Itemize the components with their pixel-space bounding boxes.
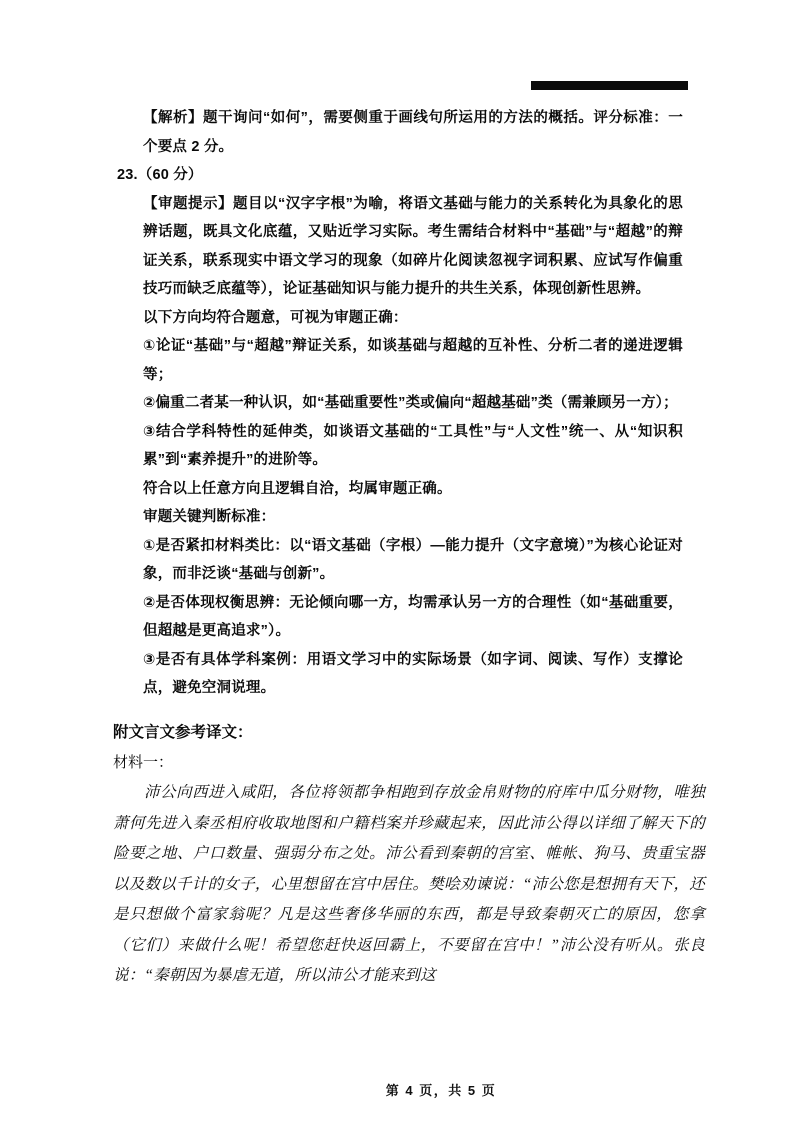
directions-conclusion: 符合以上任意方向且逻辑自洽，均属审题正确。 xyxy=(143,480,452,497)
criterion-item-2: ②是否体现权衡思辨：无论倾向哪一方，均需承认另一方的合理性（如“基础重要，但超越是更高追求”）。 xyxy=(143,594,683,639)
direction-item-1: ①论证“基础”与“超越”辩证关系，如谈基础与超越的互补性、分析二者的递进逻辑等； xyxy=(143,338,683,383)
translation-section xyxy=(113,718,705,992)
material-1-translation: 沛公向西进入咸阳，各位将领都争相跑到存放金帛财物的府库中瓜分财物，唯独萧何先进入秦丞相府收取地图和户籍档案并珍藏起来，因此沛公得以详细了解天下的险要之地、户口数量、强弱分布之处。沛公看到秦朝的宫室、帷帐、狗马、贵重宝器以及数以千计的女子，心里想留在宫中居住。樊哙劝谏说：“沛公您是想拥有天下，还是只想做个富家翁呢？凡是这些奢侈华丽的东西，都是导致秦朝灭亡的原因，您拿（它们）来做什么呢！希望您赶快返回霸上，不要留在宫中！”沛公没有听从。张良说：“秦朝因为暴虐无道，所以沛公才能来到这 xyxy=(113,784,705,984)
analysis-paragraph: 【解析】题干询问“如何”，需要侧重于画线句所运用的方法的概括。评分标准：一个要点 2 分。 xyxy=(143,110,683,155)
criterion-item-3: ③是否有具体学科案例：用语文学习中的实际场景（如字词、阅读、写作）支撑论点，避免空洞说理。 xyxy=(143,651,683,696)
redaction-bar xyxy=(531,81,688,90)
criteria-title: 审题关键判断标准： xyxy=(143,509,276,525)
criterion-item-1: ①是否紧扣材料类比：以“语文基础（字根）—能力提升（文字意境）”为核心论证对象，而非泛谈“基础与创新”。 xyxy=(143,537,683,582)
direction-item-3: ③结合学科特性的延伸类，如谈语文基础的“工具性”与“人文性”统一、从“知识积累”到“素养提升”的进阶等。 xyxy=(143,423,683,468)
translation-heading: 附文言文参考译文： xyxy=(113,724,253,741)
direction-item-2: ②偏重二者某一种认识，如“基础重要性”类或偏向“超越基础”类（需兼顾另一方）； xyxy=(143,395,678,411)
topic-hint-paragraph: 【审题提示】题目以“汉字字根”为喻，将语文基础与能力的关系转化为具象化的思辨话题，既具文化底蕴，又贴近学习实际。考生需结合材料中“基础”与“超越”的辩证关系，联系现实中语文学习的现象（如碎片化阅读忽视字词积累、应试写作偏重技巧而缺乏底蕴等），论证基础知识与能力提升的共生关系，体现创新性思辨。 xyxy=(143,195,683,297)
question-23-number: 23.（60 分） xyxy=(117,167,203,183)
material-1-label: 材料一： xyxy=(113,755,174,771)
directions-intro: 以下方向均符合题意，可视为审题正确： xyxy=(143,309,408,326)
analysis-section xyxy=(113,104,705,703)
page-footer: 第 4 页，共 5 页 xyxy=(385,1083,497,1098)
